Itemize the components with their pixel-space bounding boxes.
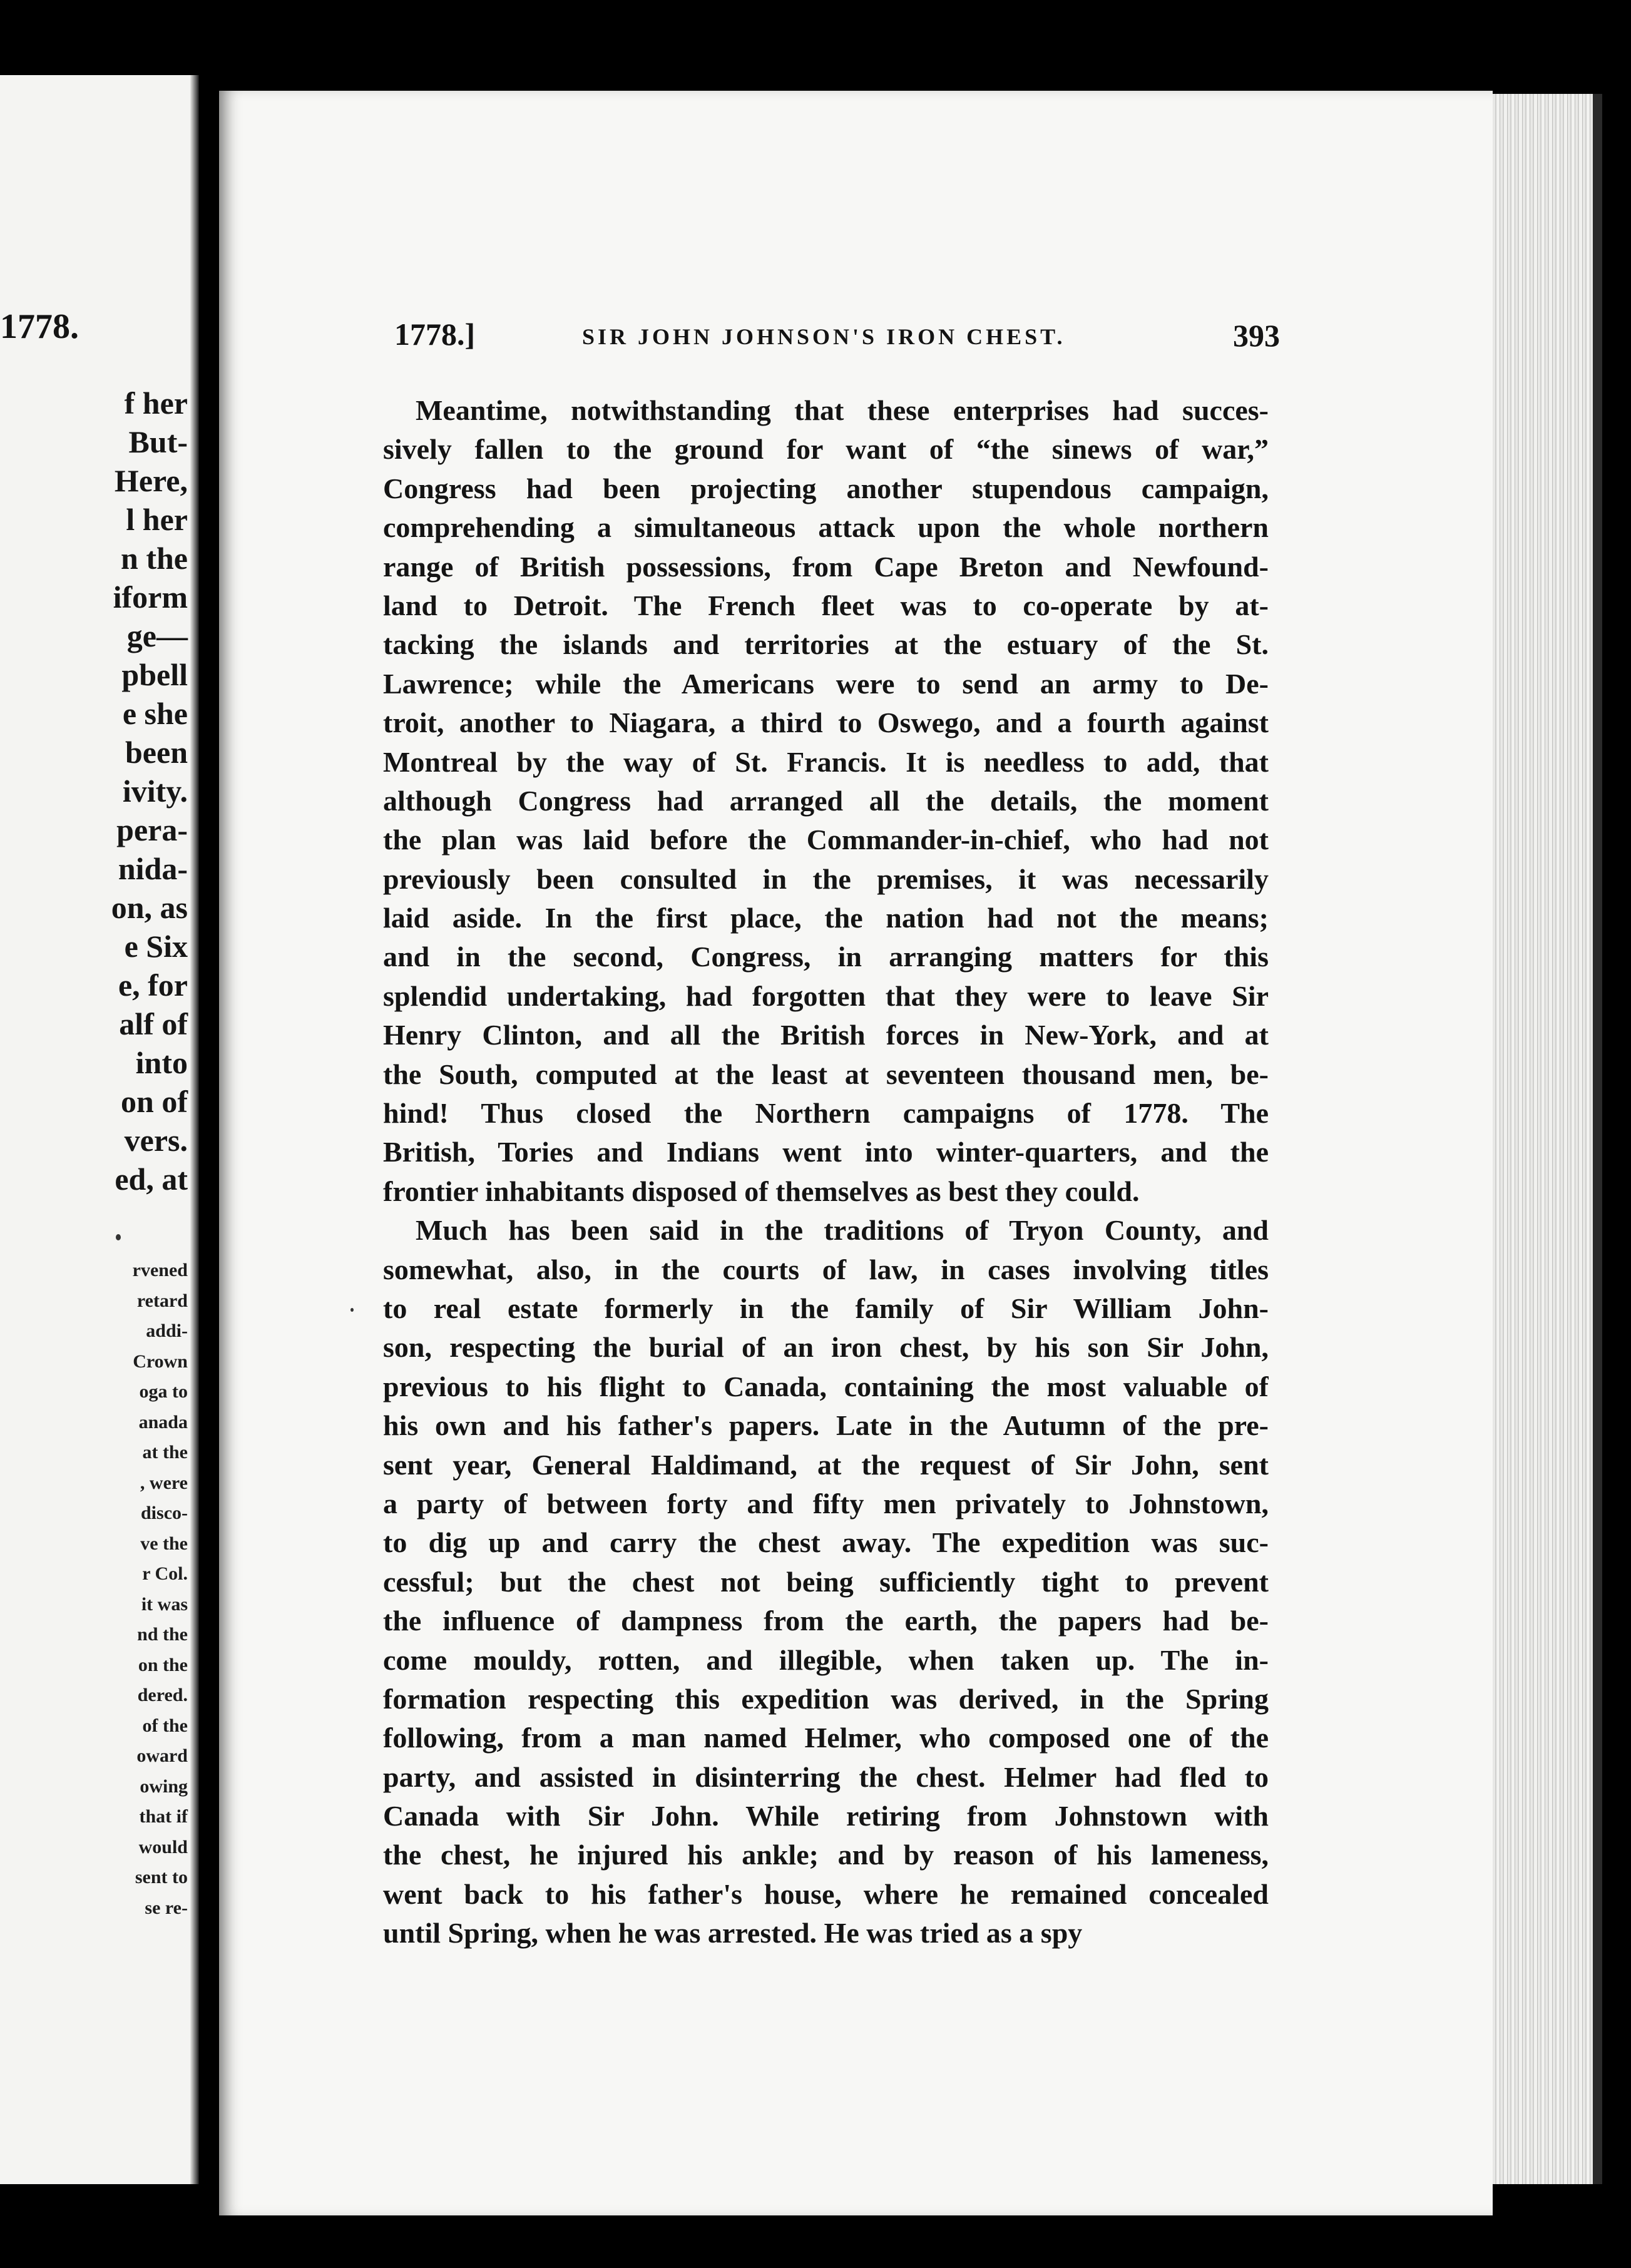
left-footnote-fragment: of the xyxy=(142,1715,188,1736)
left-footnote-fragment: nd the xyxy=(137,1624,188,1645)
running-head-date: 1778.] xyxy=(394,317,476,352)
text-line: Much has been said in the traditions of Tryon County, and xyxy=(416,1214,1269,1247)
left-footnote-fragment: r Col. xyxy=(142,1563,188,1584)
left-gutter-shadow xyxy=(190,75,199,2184)
text-line: Meantime, notwithstanding that these enterprises had succes- xyxy=(416,394,1269,426)
left-text-fragment: alf of xyxy=(119,1006,188,1041)
text-line: Congress had been projecting another stupendous campaign, xyxy=(383,472,1269,504)
text-line: British, Tories and Indians went into winter-quarters, and the xyxy=(383,1136,1269,1168)
text-line: previous to his flight to Canada, containing the most valuable of xyxy=(383,1370,1269,1402)
text-line: land to Detroit. The French fleet was to co-operate by at- xyxy=(383,589,1269,621)
left-footnote-fragment: oga to xyxy=(139,1381,188,1402)
left-footnote-fragment: it was xyxy=(141,1593,188,1615)
left-footnote-fragment: disco- xyxy=(141,1503,188,1523)
text-line: sent year, General Haldimand, at the request of Sir John, sent xyxy=(383,1448,1269,1481)
left-footnote-fragment: owing xyxy=(140,1775,188,1797)
text-line: went back to his father's house, where he remained concealed xyxy=(383,1877,1269,1910)
text-line: somewhat, also, in the courts of law, in cases involving titles xyxy=(383,1253,1269,1285)
left-footnote-fragment: addi- xyxy=(146,1320,188,1341)
left-running-head: 1778. xyxy=(0,307,79,346)
text-line: although Congress had arranged all the details, the moment xyxy=(383,784,1269,817)
text-line: a party of between forty and fifty men privately to Johnstown, xyxy=(383,1487,1269,1520)
left-footnote-fragment: Crown xyxy=(133,1351,188,1372)
text-line: Henry Clinton, and all the British forces in New-York, and at xyxy=(383,1019,1269,1051)
text-line: party, and assisted in disinterring the chest. Helmer had fled to xyxy=(383,1760,1269,1793)
fore-edge-shadow xyxy=(1593,94,1602,2184)
left-footnote-fragment: ve the xyxy=(140,1533,188,1554)
left-text-fragment: been xyxy=(125,735,188,770)
text-line: Canada with Sir John. While retiring from Johnstown with xyxy=(383,1800,1269,1832)
text-line: the chest, he injured his ankle; and by reason of his lameness, xyxy=(383,1839,1269,1871)
left-footnote-fragment: , were xyxy=(140,1472,188,1493)
text-line: splendid undertaking, had forgotten that they were to leave Sir xyxy=(383,979,1269,1012)
text-line: until Spring, when he was arrested. He was tried as a spy xyxy=(383,1917,1083,1949)
text-line: Lawrence; while the Americans were to send an army to De- xyxy=(383,667,1269,700)
text-line: the South, computed at the least at seventeen thousand men, be- xyxy=(383,1058,1269,1090)
left-text-fragment: into xyxy=(135,1045,188,1080)
left-text-fragment: pera- xyxy=(116,812,188,847)
left-text-fragment: e she xyxy=(122,696,188,731)
left-text-fragment: e, for xyxy=(118,968,188,1003)
left-footnote-fragment: dered. xyxy=(137,1685,188,1705)
left-footnote-fragment: at the xyxy=(142,1442,188,1463)
text-line: to dig up and carry the chest away. The expedition was suc- xyxy=(383,1526,1269,1559)
left-text-fragment: vers. xyxy=(124,1123,188,1158)
text-line: hind! Thus closed the Northern campaigns of 1778. The xyxy=(383,1097,1269,1130)
text-line: the influence of dampness from the earth, the papers had be- xyxy=(383,1605,1269,1637)
text-line: sively fallen to the ground for want of “the sinews of war,” xyxy=(383,433,1269,466)
left-footnote-fragment: that if xyxy=(139,1806,188,1827)
left-footnote-fragment: anada xyxy=(138,1411,188,1433)
ink-speck xyxy=(350,1308,354,1312)
left-text-fragment: ge— xyxy=(126,618,188,653)
left-footnote-fragment: oward xyxy=(136,1745,188,1766)
left-text-fragment: ed, at xyxy=(115,1162,188,1197)
left-page xyxy=(0,75,199,2184)
page-number: 393 xyxy=(1233,318,1280,353)
left-footnote-fragment: se re- xyxy=(145,1897,188,1918)
text-line: come mouldy, rotten, and illegible, when taken up. The in- xyxy=(383,1643,1269,1676)
text-line: frontier inhabitants disposed of themselves as best they could. xyxy=(383,1175,1140,1207)
text-line: his own and his father's papers. Late in the Autumn of the pre- xyxy=(383,1409,1269,1442)
left-text-fragment: ivity. xyxy=(122,774,188,809)
left-text-fragment: e Six xyxy=(124,929,188,964)
running-header xyxy=(394,316,1280,366)
left-text-fragment: f her xyxy=(124,386,188,421)
left-text-fragment: on, as xyxy=(111,890,188,925)
ink-speck xyxy=(116,1234,121,1240)
text-line: tacking the islands and territories at the estuary of the St. xyxy=(383,628,1269,661)
text-line: son, respecting the burial of an iron chest, by his son Sir John, xyxy=(383,1331,1269,1364)
left-text-fragment: on of xyxy=(121,1084,188,1119)
left-text-fragment: l her xyxy=(126,502,188,537)
text-line: comprehending a simultaneous attack upon the whole northern xyxy=(383,511,1269,544)
left-text-fragment: nida- xyxy=(118,851,188,886)
left-text-fragment: But- xyxy=(128,424,188,459)
text-line: to real estate formerly in the family of Sir William John- xyxy=(383,1292,1269,1324)
page-fore-edge xyxy=(1493,94,1602,2184)
text-line: Montreal by the way of St. Francis. It is needless to add, that xyxy=(383,745,1269,778)
running-title: SIR JOHN JOHNSON'S IRON CHEST. xyxy=(582,324,1066,349)
text-line: laid aside. In the first place, the nation had not the means; xyxy=(383,902,1269,934)
left-footnote-fragment: would xyxy=(138,1836,188,1857)
text-line: troit, another to Niagara, a third to Oswego, and a fourth against xyxy=(383,707,1269,739)
text-line: and in the second, Congress, in arranging matters for this xyxy=(383,941,1269,973)
left-footnote-fragment: sent to xyxy=(135,1867,188,1887)
text-line: cessful; but the chest not being sufficiently tight to prevent xyxy=(383,1565,1269,1598)
left-text-fragment: pbell xyxy=(121,657,188,692)
left-text-fragment: n the xyxy=(121,541,188,576)
text-line: the plan was laid before the Commander-in-chief, who had not xyxy=(383,824,1269,856)
left-text-fragment: Here, xyxy=(114,463,188,498)
body-text xyxy=(383,391,1269,1953)
left-text-fragment: iform xyxy=(113,580,188,615)
left-footnote-fragment: rvened xyxy=(132,1260,188,1280)
text-line: following, from a man named Helmer, who composed one of the xyxy=(383,1722,1269,1754)
text-line: formation respecting this expedition was derived, in the Spring xyxy=(383,1682,1269,1715)
left-footnote-fragment: retard xyxy=(136,1290,188,1311)
text-line: range of British possessions, from Cape Breton and Newfound- xyxy=(383,550,1269,583)
left-footnote-fragment: on the xyxy=(138,1654,188,1675)
text-line: previously been consulted in the premises, it was necessarily xyxy=(383,862,1269,895)
